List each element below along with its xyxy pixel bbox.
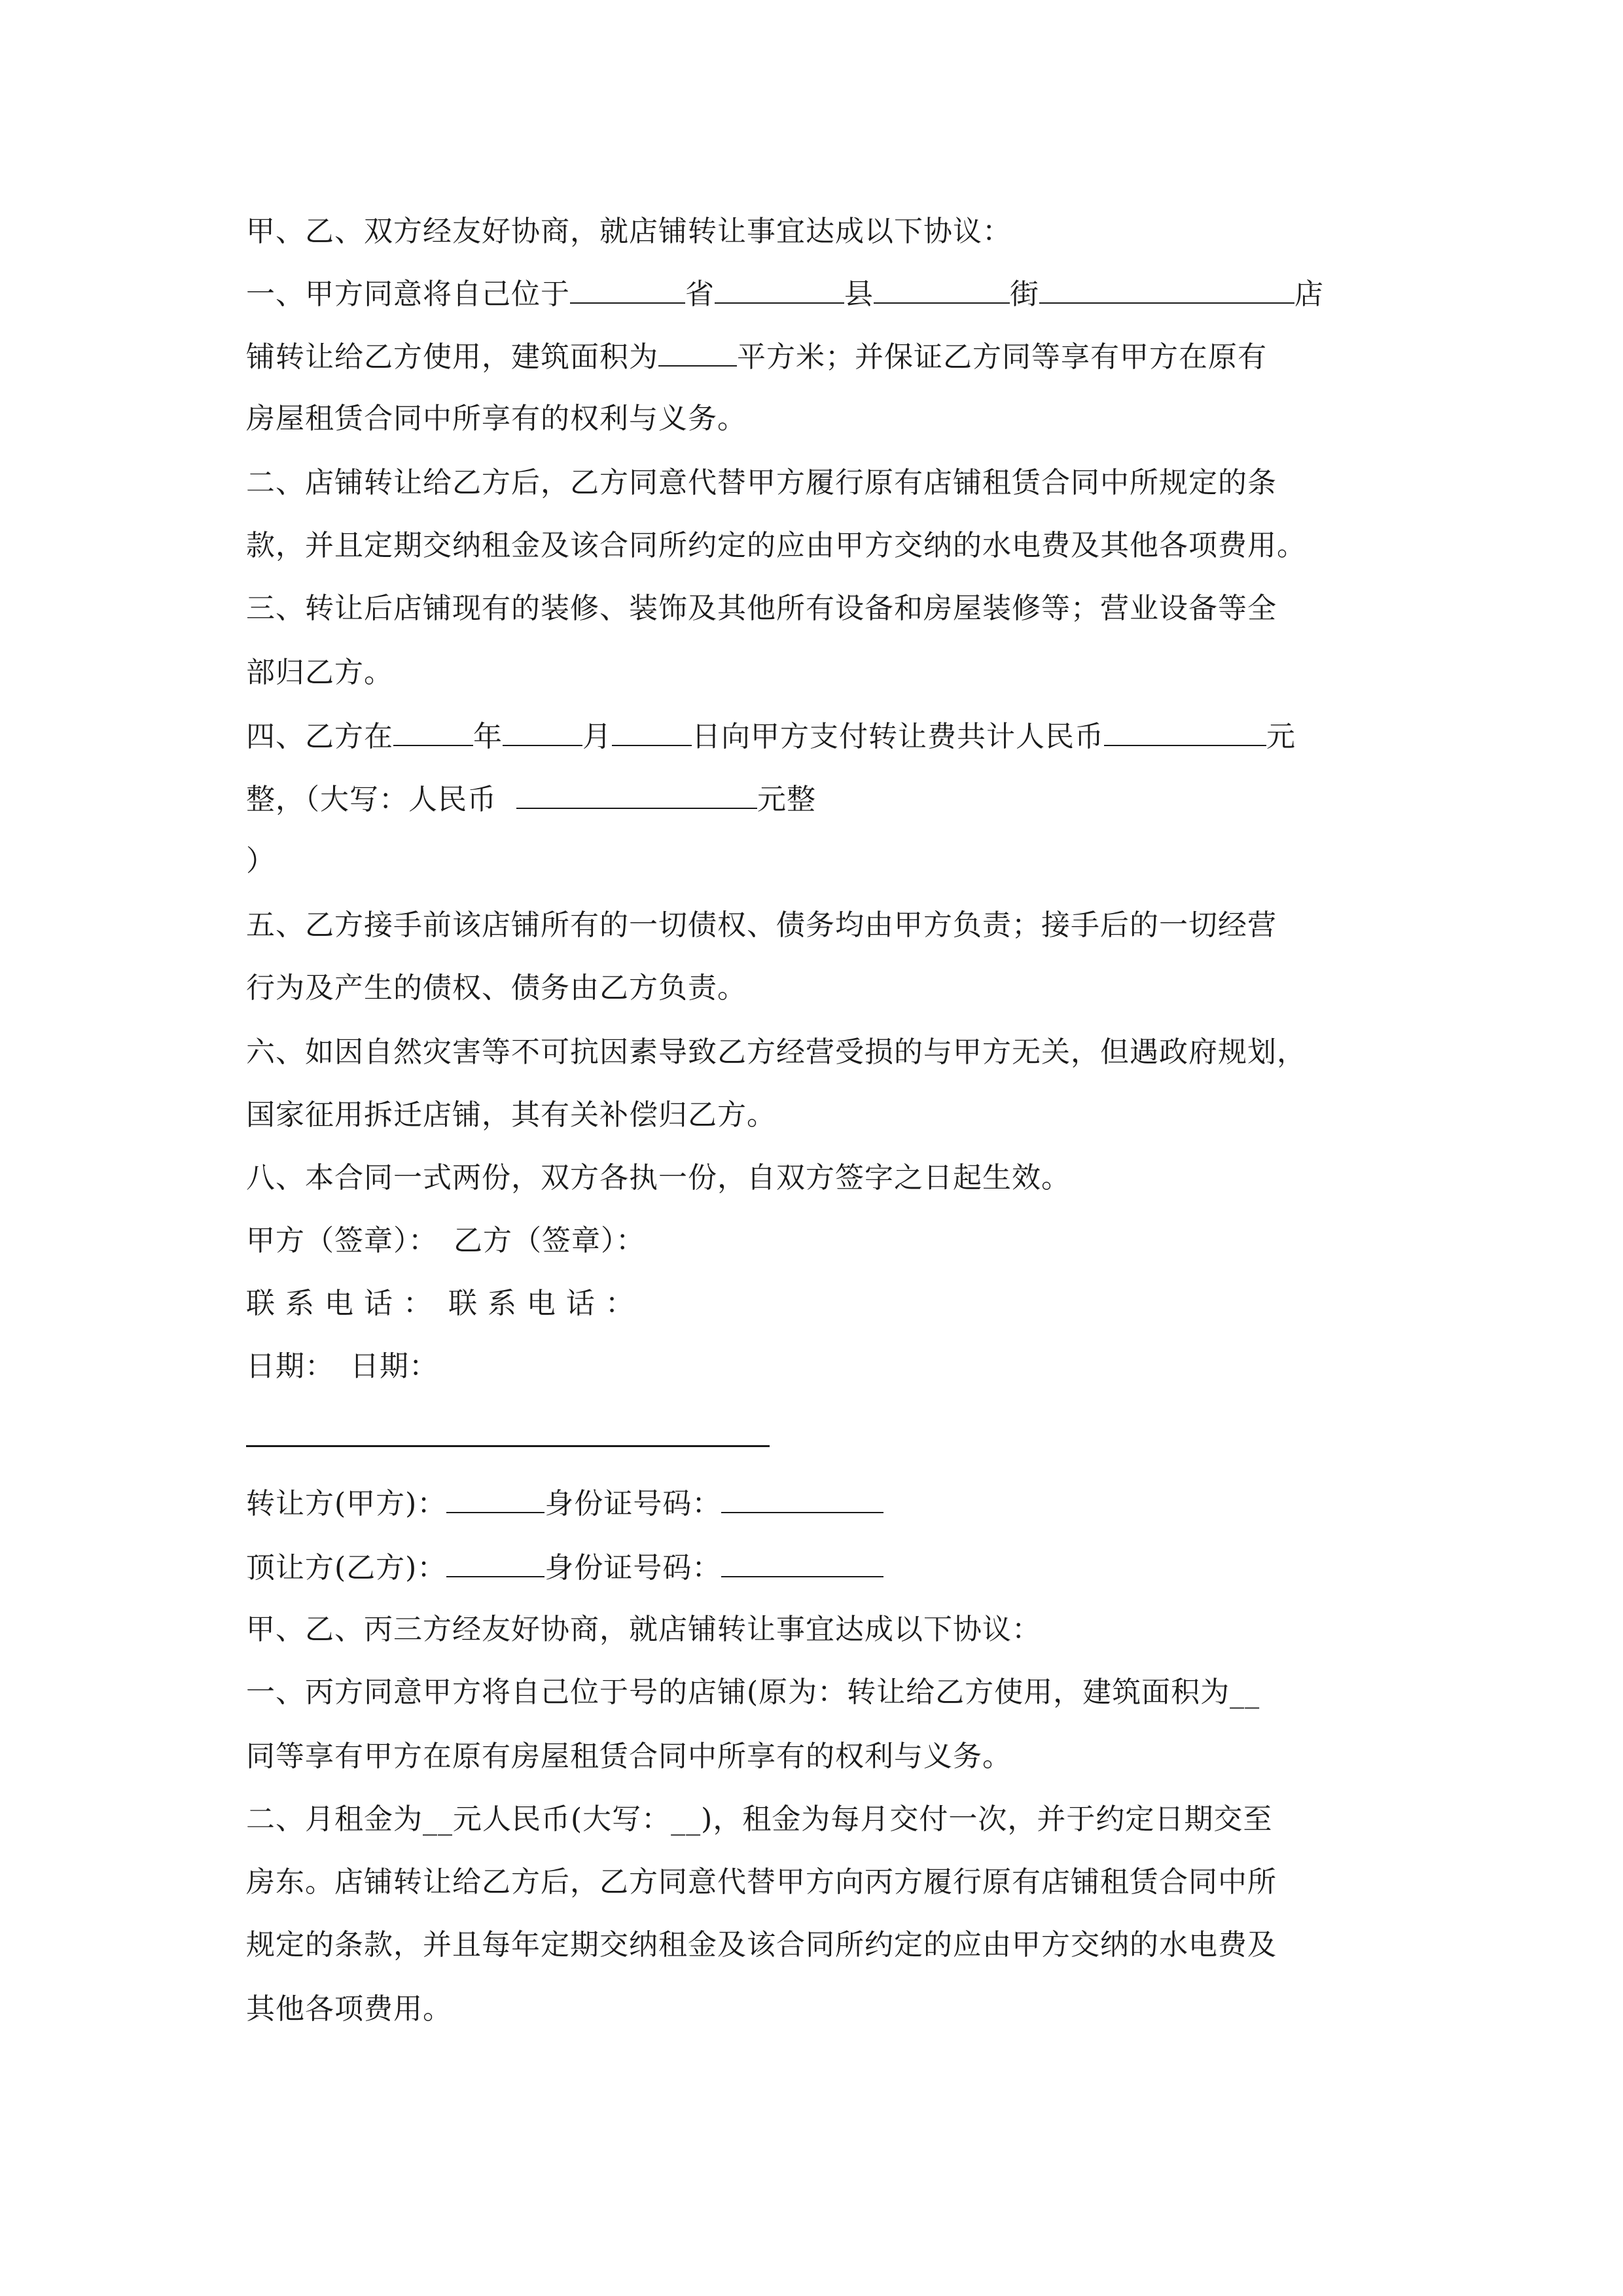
- blank-day: [612, 716, 692, 746]
- blank-province: [570, 274, 685, 304]
- clause-1-line-2: [246, 336, 1267, 377]
- clause-1-line-1: [246, 274, 1324, 314]
- clause-3-line-2: 部归乙方。: [246, 656, 393, 689]
- clause-3-line-1: 三、转让后店铺现有的装修、装饰及其他所有设备和房屋装修等；营业设备等全: [246, 592, 1277, 625]
- phone-row: [246, 1284, 635, 1323]
- clause-1-line-3: 房屋租赁合同中所享有的权利与义务。: [246, 402, 747, 435]
- clause-2-line-1: 二、店铺转让给乙方后，乙方同意代替甲方履行原有店铺租赁合同中所规定的条: [246, 466, 1277, 499]
- label-yuan: 元: [1266, 720, 1296, 753]
- clause-6-line-1: 六、如因自然灾害等不可抗因素导致乙方经营受损的与甲方无关，但遇政府规划，: [246, 1035, 1306, 1069]
- label-month: 月: [582, 720, 612, 753]
- label-year: 年: [473, 720, 503, 753]
- label-county: 县: [844, 278, 874, 311]
- blank-month: [503, 716, 582, 746]
- clause-1-text: 一、甲方同意将自己位于: [246, 278, 570, 311]
- section2-clause-2-line-3: 规定的条款，并且每年定期交纳租金及该合同所约定的应由甲方交纳的水电费及: [246, 1928, 1277, 1962]
- clause-8: 八、本合同一式两份，双方各执一份，自双方签字之日起生效。: [246, 1161, 1071, 1194]
- label-street: 街: [1010, 278, 1039, 311]
- blank-transferor-id: [721, 1483, 883, 1513]
- clause-5-line-1: 五、乙方接手前该店铺所有的一切债权、债务均由甲方负责；接手后的一切经营: [246, 908, 1277, 942]
- clause-1-text-c: 平方米；并保证乙方同等享有甲方在原有: [737, 340, 1267, 374]
- transferor-row: [246, 1483, 883, 1524]
- transferee-label: 顶让方(乙方)：: [246, 1551, 447, 1585]
- clause-5-line-2: 行为及产生的债权、债务由乙方负责。: [246, 971, 747, 1005]
- clause-4-line-2: [246, 779, 816, 819]
- section2-clause-1-line-1: 一、丙方同意甲方将自己位于号的店铺(原为：转让给乙方使用，建筑面积为__: [246, 1676, 1260, 1709]
- section2-clause-2-line-4: 其他各项费用。: [246, 1992, 452, 2026]
- blank-street: [874, 274, 1010, 304]
- transferee-id-label: 身份证号码：: [544, 1551, 722, 1585]
- blank-transferor-name: [446, 1483, 544, 1513]
- party-b-phone-label: 联 系 电 话 ：: [448, 1287, 635, 1320]
- party-a-phone-label: 联 系 电 话 ：: [246, 1287, 433, 1320]
- blank-amount-uppercase: [516, 779, 757, 809]
- label-yuan-zheng: 元整: [757, 783, 816, 816]
- transferor-id-label: 身份证号码：: [544, 1487, 722, 1520]
- label-shop: 店: [1294, 278, 1324, 311]
- party-b-date-label: 日期：: [350, 1350, 438, 1383]
- party-a-signature-label: 甲方（签章）：: [246, 1224, 438, 1257]
- intro-paragraph-2: 甲、乙、丙三方经友好协商，就店铺转让事宜达成以下协议：: [246, 1613, 1041, 1646]
- blank-area: [658, 336, 737, 367]
- label-day: 日向甲方支付转让费共计人民币: [692, 720, 1104, 753]
- blank-amount: [1104, 716, 1266, 746]
- blank-transferee-id: [721, 1547, 883, 1577]
- clause-6-line-2: 国家征用拆迁店铺，其有关补偿归乙方。: [246, 1098, 776, 1132]
- section2-clause-2-line-2: 房东。店铺转让给乙方后，乙方同意代替甲方向丙方履行原有店铺租赁合同中所: [246, 1865, 1277, 1899]
- section2-clause-2-line-1: 二、月租金为__元人民币(大写：__)，租金为每月交付一次，并于约定日期交至: [246, 1803, 1273, 1836]
- intro-paragraph: 甲、乙、双方经友好协商，就店铺转让事宜达成以下协议：: [246, 215, 1012, 248]
- clause-4-close-paren: ）: [246, 844, 276, 878]
- date-row: [246, 1347, 438, 1386]
- party-b-signature-label: 乙方（签章）：: [454, 1224, 645, 1257]
- signature-row: [246, 1221, 645, 1261]
- clause-4-text-b: 整，（大写：人民币: [246, 783, 497, 816]
- section2-clause-1-line-2: 同等享有甲方在原有房屋租赁合同中所享有的权利与义务。: [246, 1740, 1012, 1773]
- clause-1-text-b: 铺转让给乙方使用，建筑面积为: [246, 340, 658, 374]
- clause-4-text: 四、乙方在: [246, 720, 393, 753]
- transferor-label: 转让方(甲方)：: [246, 1487, 447, 1520]
- blank-county: [715, 274, 844, 304]
- label-province: 省: [685, 278, 715, 311]
- transferee-row: [246, 1547, 883, 1588]
- blank-transferee-name: [446, 1547, 544, 1577]
- blank-street-no: [1039, 274, 1294, 304]
- blank-year: [393, 716, 473, 746]
- clause-2-line-2: 款，并且定期交纳租金及该合同所约定的应由甲方交纳的水电费及其他各项费用。: [246, 529, 1306, 562]
- section-divider: [246, 1445, 770, 1447]
- clause-4-line-1: [246, 716, 1296, 757]
- party-a-date-label: 日期：: [246, 1350, 334, 1383]
